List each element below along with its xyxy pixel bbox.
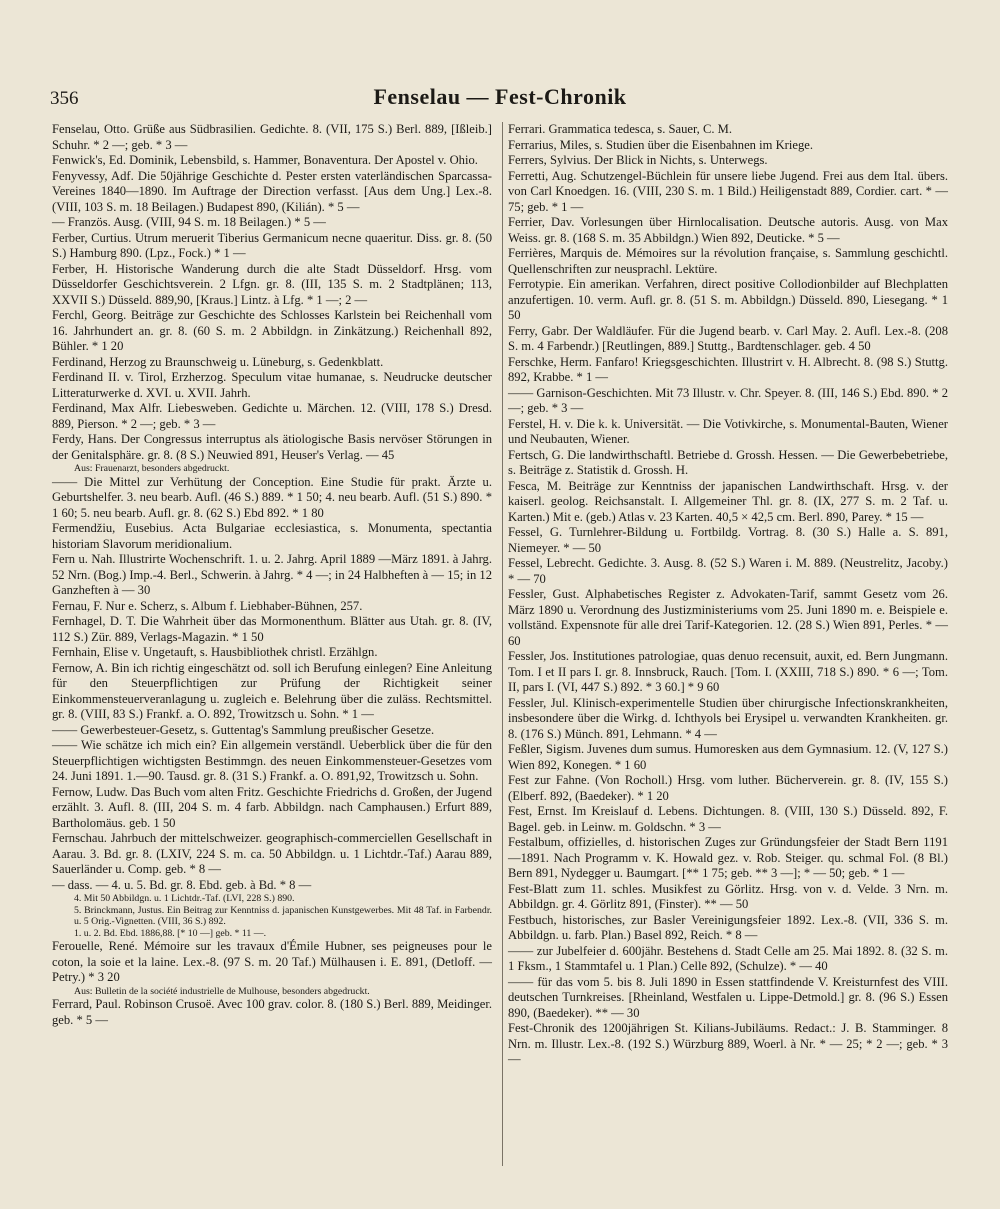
bibliography-entry: Ferry, Gabr. Der Waldläufer. Für die Jugend bearb. v. Carl May. 2. Aufl. Lex.-8. (208 S. m. 4 Farbendr.) [Reutlingen, 889.] Stuttg., Bardtenschlager. geb. 4 50 [508,323,948,353]
bibliography-entry: Fernhain, Elise v. Ungetauft, s. Hausbibliothek christl. Erzählgn. [52,645,378,659]
bibliography-entry: Fessler, Jul. Klinisch-experimentelle Studien über chirurgische Infectionskrankheiten, insbesondere über die Wirkg. d. Ichthyols bei Erysipel u. verwandten Krankheiten. gr. 8. (176 S.) Münch. 891, Lehmann. * 4 — [508,695,948,741]
bibliography-entry: Fest, Ernst. Im Kreislauf d. Lebens. Dichtungen. 8. (VIII, 130 S.) Düsseld. 892, F. Bagel. geb. in Leinw. m. Goldschn. * 3 — [508,804,948,834]
bibliography-entry: Fernschau. Jahrbuch der mittelschweizer. geographisch-commerciellen Gesellschaft in Aarau. 3. Bd. gr. 8. (LXIV, 224 S. m. ca. 50 Abbildgn. u. 1 Lichtdr.-Taf.) Aarau 889, Sauerländer u. Comp. geb. * 8 — [52,831,492,876]
bibliography-entry: Festbuch, historisches, zur Basler Vereinigungsfeier 1892. Lex.-8. (VII, 336 S. m. Abbildgn. u. farb. Plan.) Basel 892, Reich. * 8 — [508,912,948,942]
bibliography-entry: Ferdy, Hans. Der Congressus interruptus als ätiologische Basis nervöser Störungen in der Genitalsphäre. gr. 8. (8 S.) Neuwied 891, Heuser's Verlag. — 45 [52,432,492,462]
bibliography-entry: Ferretti, Aug. Schutzengel-Büchlein für unsere liebe Jugend. Frei aus dem Ital. übers. von Carl Knoedgen. 16. (VIII, 230 S. m. 1 Bild.) Heiligenstadt 889, Cordier. cart. * — 75; geb. * 1 — [508,168,948,214]
bibliography-entry: Fernau, F. Nur e. Scherz, s. Album f. Liebhaber-Bühnen, 257. [52,598,363,613]
bibliography-entry: Ferber, Curtius. Utrum meruerit Tiberius Germanicum necne quaeritur. Diss. gr. 8. (50 S.) Hamburg 890. (Lpz., Fock.) * 1 — [52,230,492,260]
bibliography-entry: Fenwick's, Ed. Dominik, Lebensbild, s. Hammer, Bonaventura. Der Apostel v. Ohio. [52,153,478,167]
bibliography-entry: — dass. — 4. u. 5. Bd. gr. 8. Ebd. geb. à Bd. * 8 — [52,877,312,892]
bibliography-entry: Ferstel, H. v. Die k. k. Universität. — Die Votivkirche, s. Monumental-Bauten, Wiener und Neubauten, Wiener. [508,416,948,446]
bibliography-entry: —— Wie schätze ich mich ein? Ein allgemein verständl. Ueberblick über die für den Steuerpflichtigen wichtigsten Bestimmgn. des neuen Einkommensteuer-Gesetzes vom 24. Juni 1891. 1.—90. Tausd. gr. 8. (31 S.) Frankf. a. O. 891,92, Trowitzsch u. Sohn. [52,738,492,783]
bibliography-entry: Feßler, Sigism. Juvenes dum sumus. Humoresken aus dem Gymnasium. 12. (V, 127 S.) Wien 892, Konegen. * 1 60 [508,742,948,772]
bibliography-entry: Ferdinand, Max Alfr. Liebesweben. Gedichte u. Märchen. 12. (VIII, 178 S.) Dresd. 889, Pierson. * 2 —; geb. * 3 — [52,401,492,431]
entry-note: 4. Mit 50 Abbildgn. u. 1 Lichtdr.-Taf. (LVI, 228 S.) 890. [74,893,295,904]
bibliography-entry: Fessel, G. Turnlehrer-Bildung u. Fortbildg. Vortrag. 8. (30 S.) Halle a. S. 891, Niemeyer. * — 50 [508,525,948,555]
bibliography-entry: —— Garnison-Geschichten. Mit 73 Illustr. v. Chr. Speyer. 8. (III, 146 S.) Ebd. 890. * 2 —; geb. * 3 — [508,385,948,415]
bibliography-entry: —— für das vom 5. bis 8. Juli 1890 in Essen stattfindende V. Kreisturnfest des VIII. deutschen Turnkreises. [Rheinland, Westfalen u. Lippe-Detmold.] gr. 8. (96 S.) Essen 890, (Baedeker). ** — 30 [508,974,948,1020]
bibliography-entry: Fessler, Jos. Institutiones patrologiae, quas denuo recensuit, auxit, ed. Bern Jungmann. Tom. I et II pars I. gr. 8. Innsbruck, Rauch. [Tom. I. (XXIII, 718 S.) 890. * 6 —; Tom. II, pars I. (VI, 447 S.) 892. * 3 60.] * 9 60 [508,649,948,694]
bibliography-entry: —— Die Mittel zur Verhütung der Conception. Eine Studie für prakt. Ärzte u. Geburtshelfer. 3. neu bearb. Aufl. (46 S.) 889. * 1 50; 4. neu bearb. Aufl. (51 S.) 890. * 1 60; 5. neu bearb. Aufl. gr. 8. (62 S.) Ebd 892. * 1 80 [52,474,492,520]
bibliography-entry: Fernow, Ludw. Das Buch vom alten Fritz. Geschichte Friedrichs d. Großen, der Jugend erzählt. 3. Aufl. 8. (III, 204 S. m. 4 farb. Abbildgn. nach Camphausen.) Erfurt 889, Bartholomäus. geb. 1 50 [52,784,492,830]
bibliography-entry: Fenselau, Otto. Grüße aus Südbrasilien. Gedichte. 8. (VII, 175 S.) Berl. 889, [Ißleib.] Schuhr. * 2 —; geb. * 3 — [52,122,492,152]
bibliography-entry: Fesca, M. Beiträge zur Kenntniss der japanischen Landwirthschaft. Hrsg. v. der kaiserl. geolog. Reichsanstalt. I. Allgemeiner Thl. gr. 8. (IX, 277 S. m. 2 Taf. u. Karten.) Mit e. (geb.) Atlas v. 23 Karten. 40,5 × 42,5 cm. Berl. 890, Parey. * 15 — [508,478,948,524]
bibliography-entry: Ferrers, Sylvius. Der Blick in Nichts, s. Unterwegs. [508,153,768,167]
bibliography-entry: Fernow, A. Bin ich richtig eingeschätzt od. soll ich Berufung einlegen? Eine Anleitung für den Steuerpflichtigen zur Prüfung der Richtigkeit seiner Einkommensteuerveranlagung u. zugleich e. Belehrung über die zuläss. Rechtsmittel. gr. 8. (VIII, 83 S.) Frankf. a. O. 892, Trowitzsch u. Sohn. * 1 — [52,660,492,721]
bibliography-entry: Ferrier, Dav. Vorlesungen über Hirnlocalisation. Deutsche autoris. Ausg. von Max Weiss. gr. 8. (168 S. m. 35 Abbildgn.) Wien 892, Deuticke. * 5 — [508,215,948,245]
bibliography-entry: Fenyvessy, Adf. Die 50jährige Geschichte d. Pester ersten vaterländischen Sparcassa-Vereines 1840—1890. Im Auftrage der Direction verfasst. [Aus dem Ung.] Lex.-8. (VIII, 103 S. m. 18 Beilagen.) Budapest 890, (Kilián). * 5 — [52,168,492,214]
bibliography-entry: Fern u. Nah. Illustrirte Wochenschrift. 1. u. 2. Jahrg. April 1889 —März 1891. à Jahrg. 52 Nrn. (Bog.) Imp.-4. Berl., Schwerin. à Jahrg. * 4 —; in 24 Halbheften à — 15; in 12 Ganzheften à — 30 [52,552,492,597]
bibliography-entry: —— zur Jubelfeier d. 600jähr. Bestehens d. Stadt Celle am 25. Mai 1892. 8. (32 S. m. 1 Fksm., 1 Stammtafel u. 1 Plan.) Celle 892, (Schulze). * — 40 [508,943,948,973]
entry-note: Aus: Bulletin de la société industrielle de Mulhouse, besonders abgedruckt. [74,985,370,997]
bibliography-entry: Fertsch, G. Die landwirthschaftl. Betriebe d. Grossh. Hessen. — Die Gewerbebetriebe, s. Beiträge z. Statistik d. Grossh. H. [508,447,948,477]
bibliography-entry: — Französ. Ausg. (VIII, 94 S. m. 18 Beilagen.) * 5 — [52,215,326,229]
page-header [50,84,950,114]
running-title: Fenselau — Fest-Chronik [373,84,627,109]
bibliography-entry: Fessler, Gust. Alphabetisches Register z. Advokaten-Tarif, sammt Gesetz vom 26. März 1890 u. Verordnung des Justizministeriums vom 25. Juni 1890 m. e. Beispiele e. vollständ. Expensnote für alle drei Tarif-Kategorien. 12. (28 S.) Wien 891, Perles. * — 60 [508,587,948,648]
bibliography-entry: Ferrari. Grammatica tedesca, s. Sauer, C. M. [508,122,733,136]
page-number: 356 [50,88,79,109]
bibliography-entry: Ferrarius, Miles, s. Studien über die Eisenbahnen im Kriege. [508,137,813,152]
entry-note: 1. u. 2. Bd. Ebd. 1886,88. [* 10 —] geb. * 11 —. [74,927,267,939]
column-divider [502,122,503,1166]
bibliography-entry: Ferrard, Paul. Robinson Crusoë. Avec 100 grav. color. 8. (180 S.) Berl. 889, Meidinger. geb. * 5 — [52,997,492,1027]
right-column [508,122,948,1068]
bibliography-entry: Ferdinand II. v. Tirol, Erzherzog. Speculum vitae humanae, s. Neudrucke deutscher Litteraturwerke d. XVI. u. XVII. Jahrh. [52,370,492,400]
entry-note: 5. Brinckmann, Justus. Ein Beitrag zur Kenntniss d. japanischen Kunstgewerbes. Mit 48 Taf. in Farbendr. u. 5 Orig.-Vignetten. (VIII, 36 S.) 892. [74,904,492,927]
bibliography-entry: Ferchl, Georg. Beiträge zur Geschichte des Schlosses Karlstein bei Reichenhall vom 16. Jahrhundert an. gr. 8. (60 S. m. 2 Abbildgn. in Zinkätzung.) Reichenhall 892, Bühler. * 1 20 [52,308,492,353]
bibliography-entry: Fernhagel, D. T. Die Wahrheit über das Mormonenthum. Blätter aus Utah. gr. 8. (IV, 112 S.) Zür. 889, Verlags-Magazin. * 1 50 [52,614,492,644]
bibliography-entry: Ferrotypie. Ein amerikan. Verfahren, direct positive Collodionbilder auf Blechplatten anzufertigen. 10. verm. Aufl. gr. 8. (51 S. m. Abbildgn.) Düsseld. 890, Liesegang. * 1 50 [508,277,948,322]
bibliography-entry: Fest-Blatt zum 11. schles. Musikfest zu Görlitz. Hrsg. von v. d. Velde. 3 Nrn. m. Abbildgn. gr. 4. Görlitz 891, (Finster). ** — 50 [508,881,948,911]
bibliography-entry: Ferdinand, Herzog zu Braunschweig u. Lüneburg, s. Gedenkblatt. [52,354,384,369]
bibliography-entry: Ferber, H. Historische Wanderung durch die alte Stadt Düsseldorf. Hrsg. vom Düsseldorfer Geschichtsverein. 2 Lfgn. gr. 8. (III, 135 S. m. 2 Stadtplänen; 113, XXVII S.) Düsseld. 889,90, [Kraus.] Lintz. à Lfg. * 1 —; 2 — [52,261,492,307]
bibliography-entry: Fessel, Lebrecht. Gedichte. 3. Ausg. 8. (52 S.) Waren i. M. 889. (Neustrelitz, Jacoby.) * — 70 [508,556,948,586]
bibliography-entry: Fest-Chronik des 1200jährigen St. Kilians-Jubiläums. Redact.: J. B. Stamminger. 8 Nrn. m. Illustr. Lex.-8. (192 S.) Würzburg 889, Woerl. à Nr. * — 25; * 2 —; geb. * 3 — [508,1021,948,1066]
bibliography-entry: Ferouelle, René. Mémoire sur les travaux d'Émile Hubner, ses peigneuses pour le coton, la soie et la laine. Lex.-8. (97 S. m. 20 Taf.) Mülhausen i. E. 891, (Detloff. — Petry.) * 3 20 [52,939,492,984]
bibliography-entry: —— Gewerbesteuer-Gesetz, s. Guttentag's Sammlung preußischer Gesetze. [52,722,435,737]
left-column [52,122,492,1028]
bibliography-entry: Fermendžiu, Eusebius. Acta Bulgariae ecclesiastica, s. Monumenta, spectantia historiam Slavorum meridionalium. [52,521,492,551]
bibliography-entry: Festalbum, offizielles, d. historischen Zuges zur Gründungsfeier der Stadt Bern 1191—1891. Nach Programm v. K. Howald gez. v. Rob. Steiger. qu. schmal Fol. (8 Bl.) Bern 891, Nydegger u. Baumgart. [** 1 75; geb. ** 3 —]; * — 50; geb. * 1 — [508,835,948,880]
entry-note: Aus: Frauenarzt, besonders abgedruckt. [74,463,230,474]
bibliography-entry: Ferschke, Herm. Fanfaro! Kriegsgeschichten. Illustrirt v. H. Albrecht. 8. (98 S.) Stuttg. 892, Krabbe. * 1 — [508,354,948,384]
bibliography-entry: Ferrières, Marquis de. Mémoires sur la révolution française, s. Sammlung geschichtl. Quellenschriften zur neusprachl. Lektüre. [508,246,948,276]
bibliography-entry: Fest zur Fahne. (Von Rocholl.) Hrsg. vom luther. Bücherverein. gr. 8. (IV, 155 S.) (Elberf. 892, (Baedeker). * 1 20 [508,773,948,803]
